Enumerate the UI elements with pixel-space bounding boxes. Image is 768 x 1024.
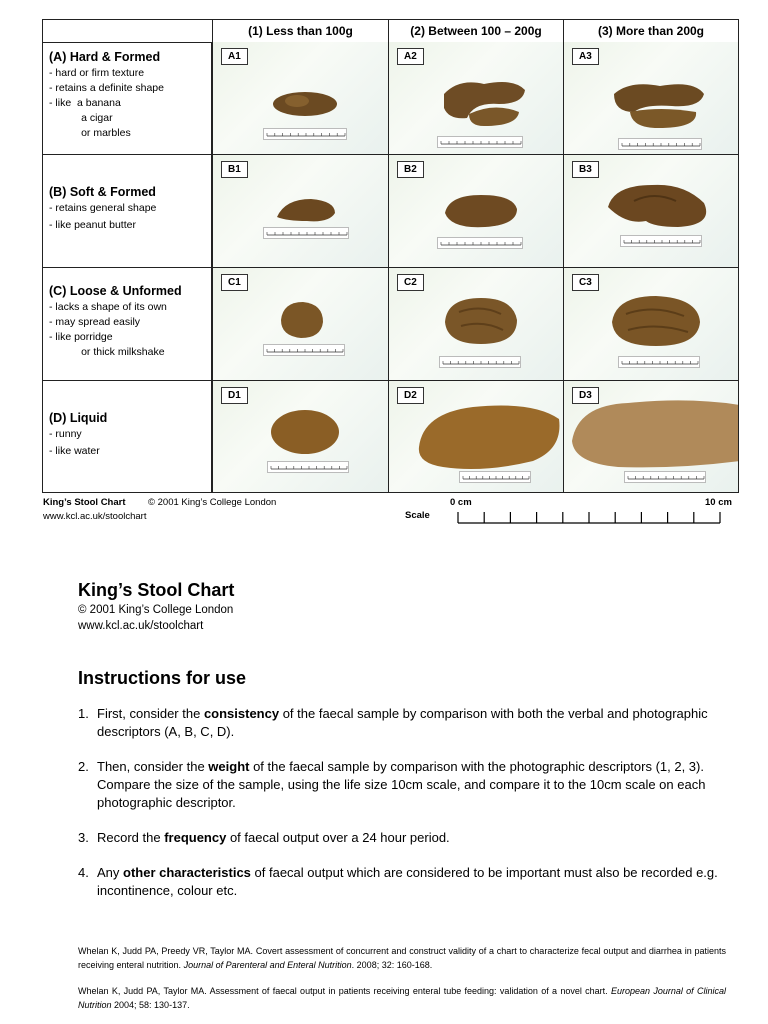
page-title: King’s Stool Chart bbox=[78, 580, 235, 600]
photo-cell bbox=[212, 381, 388, 492]
column-header-1: (1) Less than 100g bbox=[212, 20, 388, 42]
photo-cell bbox=[212, 155, 388, 267]
scale-start-label: 0 cm bbox=[450, 497, 472, 508]
chart-footer-copyright: © 2001 King’s College London bbox=[148, 497, 277, 508]
stool-chart-table bbox=[42, 19, 739, 493]
row-title: (B) Soft & Formed bbox=[49, 185, 156, 199]
stool-photo bbox=[413, 399, 563, 473]
chart-header-row bbox=[43, 20, 738, 43]
stool-photo bbox=[269, 407, 341, 457]
photo-label: B1 bbox=[221, 161, 248, 178]
stool-photo bbox=[441, 292, 521, 348]
descriptor-line: - lacks a shape of its own bbox=[49, 301, 167, 313]
photo-label: C1 bbox=[221, 274, 248, 291]
stool-photo bbox=[568, 391, 738, 471]
photo-label: D2 bbox=[397, 387, 424, 404]
scale-end-label: 10 cm bbox=[705, 497, 732, 508]
reference-1: Whelan K, Judd PA, Preedy VR, Taylor MA. Covert assessment of concurrent and construct validity of a chart to characterize fecal output and diarrhea in patients receiving enteral nutrition. Journal of Parenteral and Enteral Nutrition. 2008; 32: 160-168. bbox=[78, 946, 726, 970]
stool-photo bbox=[608, 292, 704, 350]
descriptor-line: - like peanut butter bbox=[49, 219, 136, 231]
stool-photo bbox=[277, 298, 327, 342]
scale-label: Scale bbox=[405, 510, 430, 521]
photo-label: B2 bbox=[397, 161, 424, 178]
chart-row-a bbox=[43, 42, 738, 155]
row-title: (C) Loose & Unformed bbox=[49, 284, 182, 298]
doc-url: www.kcl.ac.uk/stoolchart bbox=[78, 620, 204, 632]
photo-scale-ruler bbox=[618, 138, 702, 150]
stool-photo bbox=[439, 72, 529, 132]
photo-scale-ruler bbox=[459, 471, 531, 483]
photo-label: B3 bbox=[572, 161, 599, 178]
photo-cell bbox=[563, 155, 738, 267]
instruction-item: 3. Record the frequency of faecal output over a 24 hour period. bbox=[78, 830, 450, 845]
instruction-item: 1. First, consider the consistency of the faecal sample by comparison with both the verbal and photographic descriptors (A, B, C, D). bbox=[78, 706, 708, 739]
column-header-3: (3) More than 200g bbox=[563, 20, 738, 42]
row-descriptor bbox=[43, 155, 212, 267]
chart-footer-url: www.kcl.ac.uk/stoolchart bbox=[43, 511, 147, 522]
stool-photo bbox=[441, 189, 521, 233]
photo-scale-ruler bbox=[618, 356, 700, 368]
photo-label: C3 bbox=[572, 274, 599, 291]
descriptor-line: or marbles bbox=[49, 127, 131, 139]
stool-photo bbox=[608, 72, 708, 132]
descriptor-line: - like porridge bbox=[49, 331, 113, 343]
photo-label: D3 bbox=[572, 387, 599, 404]
photo-cell bbox=[388, 42, 563, 154]
photo-cell bbox=[388, 155, 563, 267]
photo-label: A3 bbox=[572, 48, 599, 65]
stool-photo bbox=[273, 193, 339, 227]
photo-scale-ruler bbox=[263, 227, 349, 239]
photo-scale-ruler bbox=[267, 461, 349, 473]
descriptor-line: - like a banana bbox=[49, 97, 121, 109]
photo-cell bbox=[563, 268, 738, 380]
photo-cell bbox=[388, 268, 563, 380]
photo-scale-ruler bbox=[437, 237, 523, 249]
instruction-item: 2. Then, consider the weight of the faecal sample by comparison with the photographic descriptors (1, 2, 3). Compare the size of the sample, using the life size 10cm scale, and compare it to the 10cm scale on each photographic descriptor. bbox=[78, 759, 706, 810]
descriptor-line: - hard or firm texture bbox=[49, 67, 145, 79]
row-title: (A) Hard & Formed bbox=[49, 50, 161, 64]
photo-scale-ruler bbox=[624, 471, 706, 483]
photo-scale-ruler bbox=[263, 128, 347, 140]
photo-label: A1 bbox=[221, 48, 248, 65]
chart-row-c bbox=[43, 268, 738, 381]
photo-cell bbox=[563, 42, 738, 154]
photo-label: C2 bbox=[397, 274, 424, 291]
descriptor-line: or thick milkshake bbox=[49, 346, 165, 358]
photo-cell bbox=[212, 268, 388, 380]
row-descriptor bbox=[43, 42, 212, 154]
reference-2: Whelan K, Judd PA, Taylor MA. Assessment of faecal output in patients receiving enteral tube feeding: validation of a novel chart. European Journal of Clinical Nutrition 2004; 58: 130-137. bbox=[78, 986, 726, 1010]
instruction-item: 4. Any other characteristics of faecal output which are considered to be important must also be recorded e.g. incontinence, colour etc. bbox=[78, 865, 718, 898]
doc-copyright: © 2001 King’s College London bbox=[78, 604, 234, 616]
row-descriptor bbox=[43, 268, 212, 380]
chart-row-d bbox=[43, 381, 738, 492]
photo-scale-ruler bbox=[437, 136, 523, 148]
column-header-2: (2) Between 100 – 200g bbox=[388, 20, 563, 42]
chart-footer-name: King’s Stool Chart bbox=[43, 497, 126, 508]
instructions-title: Instructions for use bbox=[78, 668, 247, 688]
photo-scale-ruler bbox=[263, 344, 345, 356]
photo-label: D1 bbox=[221, 387, 248, 404]
descriptor-line: - retains a definite shape bbox=[49, 82, 164, 94]
stool-photo bbox=[271, 86, 339, 122]
instructions-list bbox=[78, 705, 726, 917]
descriptor-line: a cigar bbox=[49, 112, 113, 124]
row-title: (D) Liquid bbox=[49, 411, 108, 425]
stool-photo bbox=[604, 181, 716, 233]
descriptor-line: - runny bbox=[49, 428, 82, 440]
photo-cell bbox=[388, 381, 563, 492]
photo-scale-ruler bbox=[439, 356, 521, 368]
life-size-scale-ruler bbox=[457, 511, 723, 525]
descriptor-line: - like water bbox=[49, 445, 100, 457]
photo-scale-ruler bbox=[620, 235, 702, 247]
descriptor-line: - may spread easily bbox=[49, 316, 141, 328]
chart-row-b bbox=[43, 155, 738, 268]
photo-label: A2 bbox=[397, 48, 424, 65]
descriptor-line: - retains general shape bbox=[49, 202, 157, 214]
photo-cell bbox=[563, 381, 738, 492]
photo-cell bbox=[212, 42, 388, 154]
row-descriptor bbox=[43, 381, 212, 492]
